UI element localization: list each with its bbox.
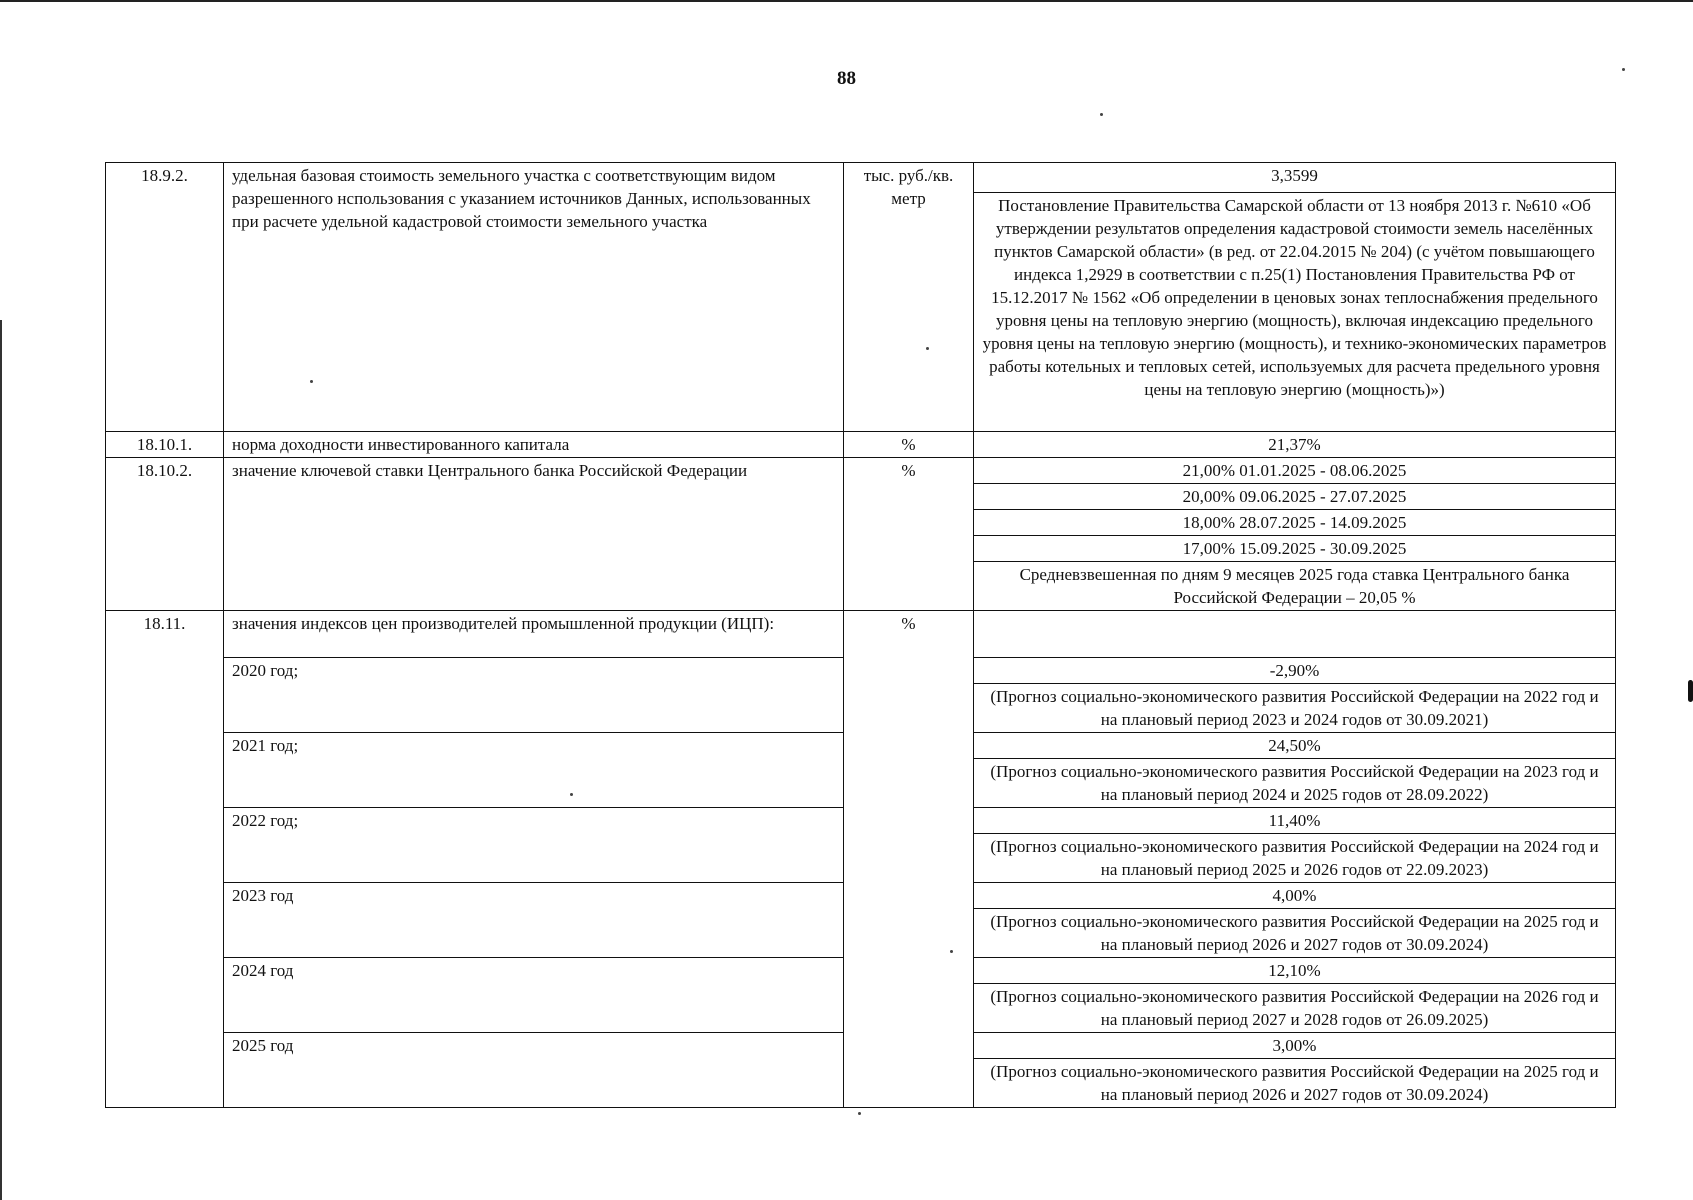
scan-speck <box>950 950 953 953</box>
ppi-value: 4,00% <box>974 883 1616 909</box>
ppi-year-label: 2024 год <box>224 958 844 1033</box>
ppi-source: (Прогноз социально-экономического развития Российской Федерации на 2025 год и на плановый период 2026 и 2027 годов от 30.09.2024) <box>974 909 1616 958</box>
ppi-year-label: 2022 год; <box>224 808 844 883</box>
ppi-value: -2,90% <box>974 658 1616 684</box>
row-name: удельная базовая стоимость земельного участка с соответствующим видом разрешенного нспользования с указанием источников Данных, использованных при расчете удельной кадастровой стоимости земельного участка <box>224 163 844 432</box>
ppi-source: (Прогноз социально-экономического развития Российской Федерации на 2024 год и на плановый период 2025 и 2026 годов от 22.09.2023) <box>974 834 1616 883</box>
table-row-18-9-2 <box>106 163 1616 193</box>
ppi-value: 11,40% <box>974 808 1616 834</box>
scan-left-edge <box>0 320 2 1200</box>
row-name: значение ключевой ставки Центрального банка Российской Федерации <box>224 458 844 611</box>
key-rate-period: 18,00% 28.07.2025 - 14.09.2025 <box>974 510 1616 536</box>
ppi-source: (Прогноз социально-экономического развития Российской Федерации на 2023 год и на плановый период 2024 и 2025 годов от 28.09.2022) <box>974 759 1616 808</box>
ppi-year-label: 2023 год <box>224 883 844 958</box>
key-rate-period: 20,00% 09.06.2025 - 27.07.2025 <box>974 484 1616 510</box>
ppi-year-label: 2020 год; <box>224 658 844 733</box>
scan-top-edge <box>0 0 1693 2</box>
row-number: 18.10.1. <box>106 432 224 458</box>
row-value-empty <box>974 611 1616 658</box>
ppi-source: (Прогноз социально-экономического развития Российской Федерации на 2026 год и на плановый период 2027 и 2028 годов от 26.09.2025) <box>974 984 1616 1033</box>
scan-speck <box>858 1112 861 1115</box>
page-number: 88 <box>837 68 856 89</box>
ppi-value: 3,00% <box>974 1033 1616 1059</box>
key-rate-period: 17,00% 15.09.2025 - 30.09.2025 <box>974 536 1616 562</box>
key-rate-weighted-average: Средневзвешенная по дням 9 месяцев 2025 года ставка Центрального банка Российской Федерации – 20,05 % <box>974 562 1616 611</box>
row-number: 18.10.2. <box>106 458 224 611</box>
table-row-18-10-1 <box>106 432 1616 458</box>
row-value: 3,3599 <box>974 163 1616 193</box>
row-value: 21,37% <box>974 432 1616 458</box>
row-source: Постановление Правительства Самарской области от 13 ноября 2013 г. №610 «Об утверждении результатов определения кадастровой стоимости земель населённых пунктов Самарской области» (в ред. от 22.04.2015 № 204) (с учётом повышающего индекса 1,2929 в соответствии с п.25(1) Постановления Правительства РФ от 15.12.2017 № 1562 «Об определении в ценовых зонах теплоснабжения предельного уровня цены на тепловую энергию (мощность), включая индексацию предельного уровня цены на тепловую энергию (мощность), и технико-экономических параметров работы котельных и тепловых сетей, используемых для расчета предельного уровня цены на тепловую энергию (мощность)») <box>974 192 1616 431</box>
table-row-18-10-2 <box>106 458 1616 484</box>
row-unit: тыс. руб./кв. метр <box>844 163 974 432</box>
table-row-18-11 <box>106 611 1616 658</box>
row-name: норма доходности инвестированного капитала <box>224 432 844 458</box>
scan-speck <box>1100 113 1103 116</box>
row-unit: % <box>844 611 974 1108</box>
ppi-year-label: 2021 год; <box>224 733 844 808</box>
scan-speck <box>1622 68 1625 71</box>
scan-speck <box>926 347 929 350</box>
ppi-year-label: 2025 год <box>224 1033 844 1108</box>
row-name: значения индексов цен производителей промышленной продукции (ИЦП): <box>224 611 844 658</box>
key-rate-period: 21,00% 01.01.2025 - 08.06.2025 <box>974 458 1616 484</box>
ppi-value: 24,50% <box>974 733 1616 759</box>
row-unit: % <box>844 432 974 458</box>
scan-speck <box>570 793 573 796</box>
tariff-parameters-table <box>105 162 1616 1108</box>
ppi-value: 12,10% <box>974 958 1616 984</box>
ppi-source: (Прогноз социально-экономического развития Российской Федерации на 2022 год и на плановый период 2023 и 2024 годов от 30.09.2021) <box>974 684 1616 733</box>
ppi-source: (Прогноз социально-экономического развития Российской Федерации на 2025 год и на плановый период 2026 и 2027 годов от 30.09.2024) <box>974 1059 1616 1108</box>
scan-speck <box>310 380 313 383</box>
row-unit: % <box>844 458 974 611</box>
scan-edge-mark <box>1688 680 1693 702</box>
row-number: 18.11. <box>106 611 224 1108</box>
row-number: 18.9.2. <box>106 163 224 432</box>
